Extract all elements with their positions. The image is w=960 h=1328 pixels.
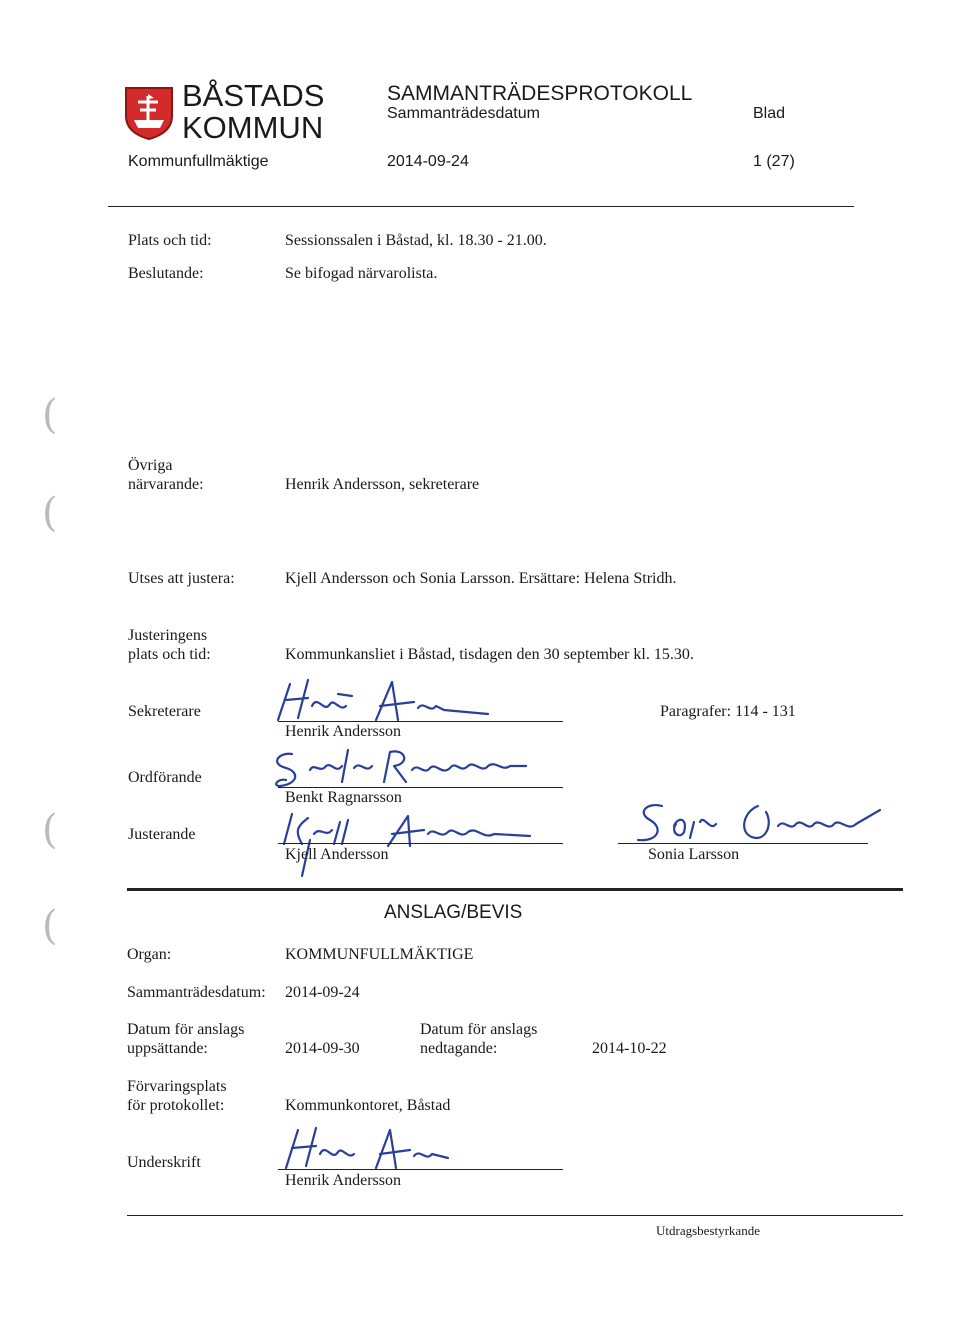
notice-divider	[127, 888, 903, 891]
margin-mark: (	[42, 392, 58, 438]
removed-label-1: Datum för anslags	[420, 1021, 538, 1038]
margin-mark: (	[42, 490, 58, 536]
adjust-place-value: Kommunkansliet i Båstad, tisdagen den 30 september kl. 15.30.	[285, 646, 694, 663]
posted-label-2: uppsättande:	[127, 1040, 208, 1057]
posted-label-1: Datum för anslags	[127, 1021, 245, 1038]
margin-mark: (	[42, 807, 58, 853]
adjusters-value: Kjell Andersson och Sonia Larsson. Ersättare: Helena Stridh.	[285, 570, 677, 587]
removed-label-2: nedtagande:	[420, 1040, 498, 1057]
organ-value: KOMMUNFULLMÄKTIGE	[285, 946, 474, 963]
meeting-date: 2014-09-24	[387, 153, 469, 170]
adjuster1-signature-line	[278, 843, 563, 844]
page-label: Blad	[753, 105, 786, 122]
storage-label-1: Förvaringsplats	[127, 1078, 227, 1095]
notice-signature-line	[278, 1169, 563, 1170]
date-label: Sammanträdesdatum	[387, 105, 540, 122]
adjuster2-name: Sonia Larsson	[648, 846, 740, 863]
place-value: Sessionssalen i Båstad, kl. 18.30 - 21.00.	[285, 232, 547, 249]
notice-title: ANSLAG/BEVIS	[384, 902, 523, 923]
organ-label: Organ:	[127, 946, 172, 963]
deciding-label: Beslutande:	[128, 265, 204, 282]
others-label-1: Övriga	[128, 457, 173, 474]
extract-label: Utdragsbestyrkande	[656, 1223, 760, 1238]
others-value: Henrik Andersson, sekreterare	[285, 476, 480, 493]
notice-signature-name: Henrik Andersson	[285, 1172, 401, 1189]
adjusting-label: Justerande	[128, 826, 196, 843]
document-title: SAMMANTRÄDESPROTOKOLL	[387, 82, 693, 105]
header-divider	[108, 206, 854, 207]
footer-divider	[127, 1215, 903, 1216]
body-name: Kommunfullmäktige	[128, 153, 269, 170]
logo-line-1: BÅSTADS	[182, 78, 325, 113]
storage-value: Kommunkontoret, Båstad	[285, 1097, 451, 1114]
adjuster2-signature-line	[618, 843, 868, 844]
place-label: Plats och tid:	[128, 232, 212, 249]
adjuster1-signature	[268, 800, 538, 880]
posted-value: 2014-09-30	[285, 1040, 360, 1057]
adjusters-label: Utses att justera:	[128, 570, 235, 587]
removed-value: 2014-10-22	[592, 1040, 667, 1057]
logo-line-2: KOMMUN	[182, 110, 324, 145]
chair-signature-line	[278, 787, 563, 788]
secretary-name: Henrik Andersson	[285, 723, 401, 740]
signature-label: Underskrift	[127, 1154, 201, 1171]
secretary-label: Sekreterare	[128, 703, 201, 720]
deciding-value: Se bifogad närvarolista.	[285, 265, 438, 282]
adjuster1-name: Kjell Andersson	[285, 846, 389, 863]
notice-signature	[272, 1124, 452, 1174]
paragraphs: Paragrafer: 114 - 131	[660, 703, 796, 720]
meeting-date-value: 2014-09-24	[285, 984, 360, 1001]
adjust-place-label-2: plats och tid:	[128, 646, 211, 663]
storage-label-2: för protokollet:	[127, 1097, 225, 1114]
page-number: 1 (27)	[753, 153, 795, 170]
coat-of-arms-icon	[124, 86, 174, 140]
secretary-signature-line	[278, 721, 563, 722]
margin-mark: (	[42, 903, 58, 949]
meeting-date-label: Sammanträdesdatum:	[127, 984, 266, 1001]
chair-label: Ordförande	[128, 769, 202, 786]
adjust-place-label-1: Justeringens	[128, 627, 208, 644]
chair-name: Benkt Ragnarsson	[285, 789, 402, 806]
secretary-signature	[268, 676, 508, 726]
others-label-2: närvarande:	[128, 476, 204, 493]
